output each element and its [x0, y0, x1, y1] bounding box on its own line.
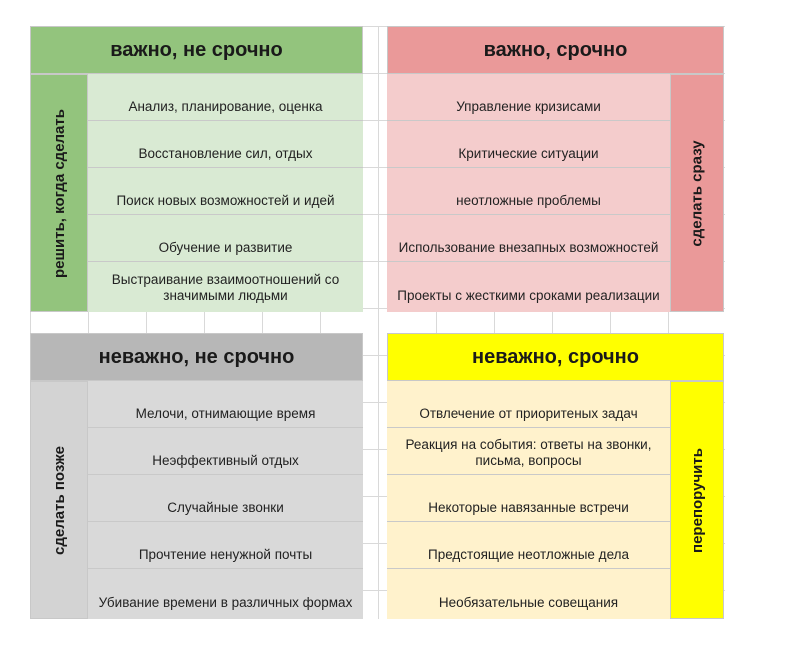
- side-label-text: решить, когда сделать: [50, 108, 68, 278]
- quadrant-side-label: [30, 74, 88, 312]
- side-label-text: сделать сразу: [688, 139, 706, 247]
- task-row: Необязательные совещания: [438, 595, 619, 610]
- task-row: Предстоящие неотложные дела: [387, 522, 670, 569]
- side-label-text: сделать позже: [50, 445, 68, 555]
- quadrant-title: важно, срочно: [387, 26, 724, 74]
- task-row: Выстраивание взаимоотношений со значимыми людьми: [111, 272, 340, 303]
- quadrant-side-label: [30, 381, 88, 619]
- task-list: [88, 381, 363, 619]
- task-row: Восстановление сил, отдых: [88, 121, 363, 168]
- quadrant-title: неважно, срочно: [387, 333, 724, 381]
- task-row: Поиск новых возможностей и идей: [88, 168, 363, 215]
- quadrant-side-label: [670, 74, 724, 312]
- task-row: Случайные звонки: [88, 475, 363, 522]
- task-list: [387, 74, 670, 312]
- task-row: Управление кризисами: [387, 74, 670, 121]
- task-row: Проекты с жесткими сроками реализации: [397, 288, 660, 303]
- task-row: Некоторые навязанные встречи: [387, 475, 670, 522]
- task-row: Обучение и развитие: [88, 215, 363, 262]
- task-row: Мелочи, отнимающие время: [88, 381, 363, 428]
- quadrant-side-label: [670, 381, 724, 619]
- task-row: неотложные проблемы: [387, 168, 670, 215]
- task-row: Анализ, планирование, оценка: [88, 74, 363, 121]
- quadrant-title: неважно, не срочно: [30, 333, 363, 381]
- task-row: Отвлечение от приоритеных задач: [387, 381, 670, 428]
- task-list: [88, 74, 363, 312]
- side-label-text: перепоручить: [688, 447, 706, 553]
- task-row: Прочтение ненужной почты: [88, 522, 363, 569]
- task-row: Неэффективный отдых: [88, 428, 363, 475]
- task-row: Убивание времени в различных формах: [98, 595, 353, 610]
- quadrant-title: важно, не срочно: [30, 26, 363, 74]
- task-row: Реакция на события: ответы на звонки, письма, вопросы: [387, 428, 670, 475]
- task-list: [387, 381, 670, 619]
- task-row: Использование внезапных возможностей: [387, 215, 670, 262]
- task-row: Критические ситуации: [387, 121, 670, 168]
